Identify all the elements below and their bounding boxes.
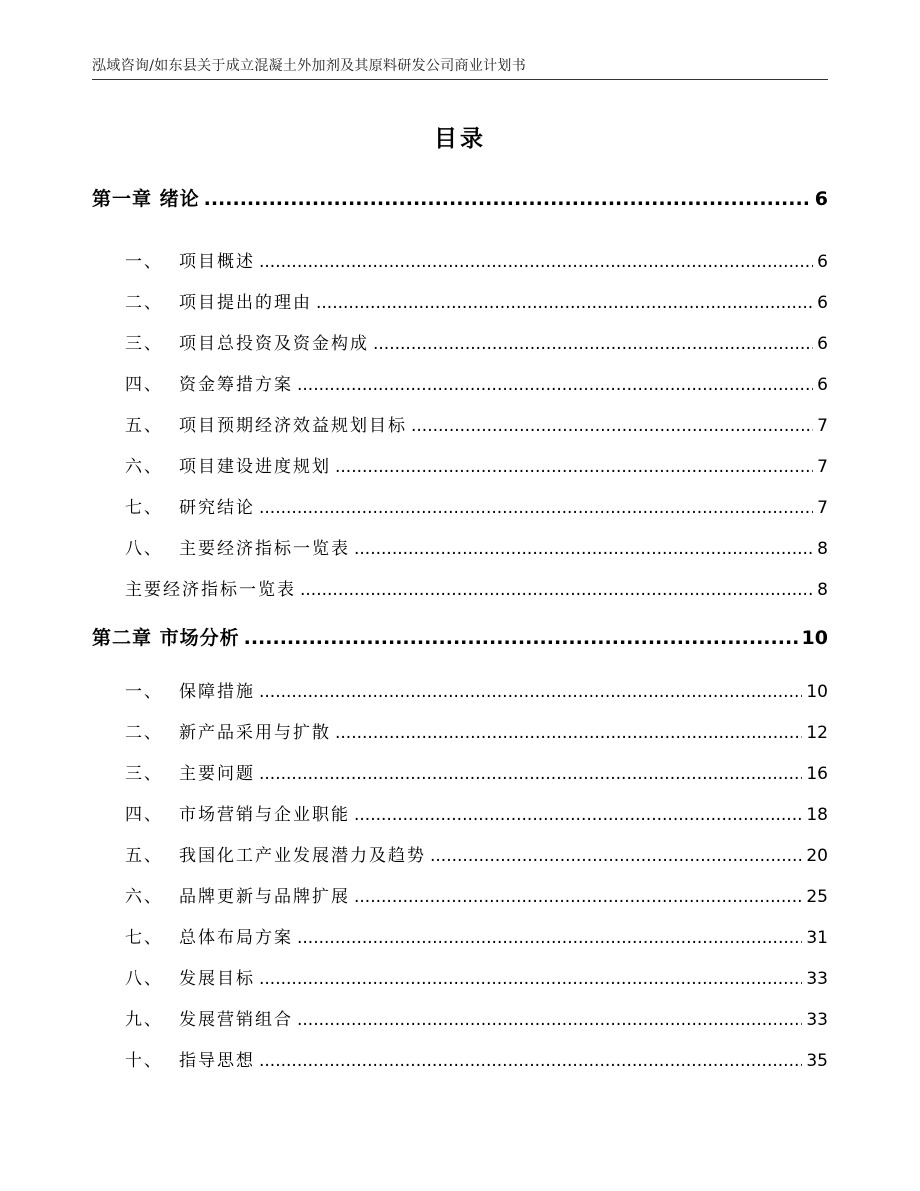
toc-entry[interactable] (0, 718, 920, 743)
toc-entry[interactable] (0, 1046, 920, 1071)
toc-entry-title: 项目提出的理由 (179, 293, 312, 313)
running-header: 泓域咨询/如东县关于成立混凝土外加剂及其原料研发公司商业计划书 (92, 58, 527, 74)
toc-entry-number: 一、 (125, 682, 163, 702)
toc-leader-dots (259, 682, 802, 702)
toc-leader-dots (297, 375, 813, 395)
toc-chapter-1[interactable] (0, 184, 920, 211)
toc-entry-number: 八、 (125, 539, 163, 559)
toc-entry-title: 研究结论 (179, 498, 255, 518)
toc-entry[interactable] (0, 759, 920, 784)
toc-entry-number: 四、 (125, 805, 163, 825)
toc-page-number: 6 (817, 293, 828, 313)
toc-leader-dots (297, 928, 802, 948)
toc-page-number: 35 (806, 1051, 828, 1071)
toc-leader-dots (259, 969, 802, 989)
toc-page-number: 12 (806, 723, 828, 743)
toc-entry[interactable] (0, 1005, 920, 1030)
toc-entry-title: 我国化工产业发展潜力及趋势 (179, 846, 426, 866)
toc-entry[interactable] (0, 677, 920, 702)
toc-entry[interactable] (0, 882, 920, 907)
toc-page-number: 33 (806, 1010, 828, 1030)
toc-page-number: 25 (806, 887, 828, 907)
toc-entry-title: 保障措施 (179, 682, 255, 702)
toc-leader-dots (244, 627, 798, 649)
toc-chapter-2[interactable] (0, 623, 920, 650)
toc-leader-dots (259, 764, 802, 784)
toc-page-number: 8 (817, 539, 828, 559)
toc-entry-title: 品牌更新与品牌扩展 (179, 887, 350, 907)
toc-entry-number: 九、 (125, 1010, 163, 1030)
toc-page-number: 16 (806, 764, 828, 784)
toc-entry-number: 二、 (125, 293, 163, 313)
toc-entry[interactable] (0, 923, 920, 948)
toc-page-number: 10 (801, 627, 828, 649)
toc-entry-number: 六、 (125, 887, 163, 907)
toc-entry[interactable] (0, 534, 920, 559)
toc-entry-title: 项目总投资及资金构成 (179, 334, 369, 354)
toc-page-number: 6 (814, 188, 828, 210)
toc-entry[interactable] (0, 800, 920, 825)
toc-entry[interactable] (0, 288, 920, 313)
toc-page-number: 10 (806, 682, 828, 702)
toc-page-number: 7 (817, 498, 828, 518)
toc-page-number: 33 (806, 969, 828, 989)
toc-entry-title: 项目预期经济效益规划目标 (179, 416, 407, 436)
toc-entry[interactable] (0, 370, 920, 395)
toc-page-number: 18 (806, 805, 828, 825)
toc-leader-dots (430, 846, 802, 866)
toc-page-number: 31 (806, 928, 828, 948)
toc-entry-number: 五、 (125, 416, 163, 436)
toc-page-number: 20 (806, 846, 828, 866)
toc-entry-title: 项目建设进度规划 (179, 457, 331, 477)
toc-chapter-title: 第一章 绪论 (92, 188, 200, 210)
toc-entry-number: 四、 (125, 375, 163, 395)
toc-leader-dots (204, 188, 811, 210)
toc-entry-number: 三、 (125, 334, 163, 354)
toc-leader-dots (297, 1010, 802, 1030)
toc-entry-title: 发展目标 (179, 969, 255, 989)
toc-entry-title: 指导思想 (179, 1051, 255, 1071)
toc-entry-number: 六、 (125, 457, 163, 477)
toc-leader-dots (411, 416, 813, 436)
toc-entry-number: 七、 (125, 928, 163, 948)
toc-entry[interactable] (0, 964, 920, 989)
toc-entry-number: 一、 (125, 252, 163, 272)
toc-entry-number: 五、 (125, 846, 163, 866)
toc-entry-number: 八、 (125, 969, 163, 989)
toc-page-number: 6 (817, 375, 828, 395)
toc-entry-title: 资金筹措方案 (179, 375, 293, 395)
toc-leader-dots (335, 723, 802, 743)
toc-page-number: 7 (817, 416, 828, 436)
toc-entry-title: 总体布局方案 (179, 928, 293, 948)
toc-chapter-title: 第二章 市场分析 (92, 627, 240, 649)
toc-leader-dots (300, 580, 813, 600)
toc-entry-title: 新产品采用与扩散 (179, 723, 331, 743)
toc-leader-dots (354, 887, 802, 907)
header-divider (92, 79, 828, 80)
toc-page-number: 8 (817, 580, 828, 600)
toc-entry[interactable] (0, 411, 920, 436)
toc-page-number: 6 (817, 252, 828, 272)
toc-entry[interactable] (0, 329, 920, 354)
toc-entry-number: 二、 (125, 723, 163, 743)
toc-entry-title: 市场营销与企业职能 (179, 805, 350, 825)
toc-entry-number: 七、 (125, 498, 163, 518)
toc-leader-dots (316, 293, 813, 313)
toc-entry[interactable] (0, 493, 920, 518)
toc-page-number: 6 (817, 334, 828, 354)
toc-leader-dots (354, 539, 813, 559)
toc-entry[interactable] (0, 247, 920, 272)
toc-title: 目录 (434, 126, 486, 152)
toc-page-number: 7 (817, 457, 828, 477)
toc-entry-number: 十、 (125, 1051, 163, 1071)
toc-entry-title: 主要经济指标一览表 (125, 580, 296, 600)
toc-entry-title: 发展营销组合 (179, 1010, 293, 1030)
toc-leader-dots (259, 1051, 802, 1071)
toc-leader-dots (335, 457, 813, 477)
toc-entry-title: 项目概述 (179, 252, 255, 272)
toc-entry-title: 主要经济指标一览表 (179, 539, 350, 559)
toc-leader-dots (259, 252, 813, 272)
toc-entry[interactable] (0, 841, 920, 866)
toc-leader-dots (259, 498, 813, 518)
toc-entry[interactable] (0, 452, 920, 477)
toc-leader-dots (373, 334, 813, 354)
toc-entry-title: 主要问题 (179, 764, 255, 784)
toc-entry-number: 三、 (125, 764, 163, 784)
toc-entry[interactable] (0, 575, 920, 600)
toc-leader-dots (354, 805, 802, 825)
